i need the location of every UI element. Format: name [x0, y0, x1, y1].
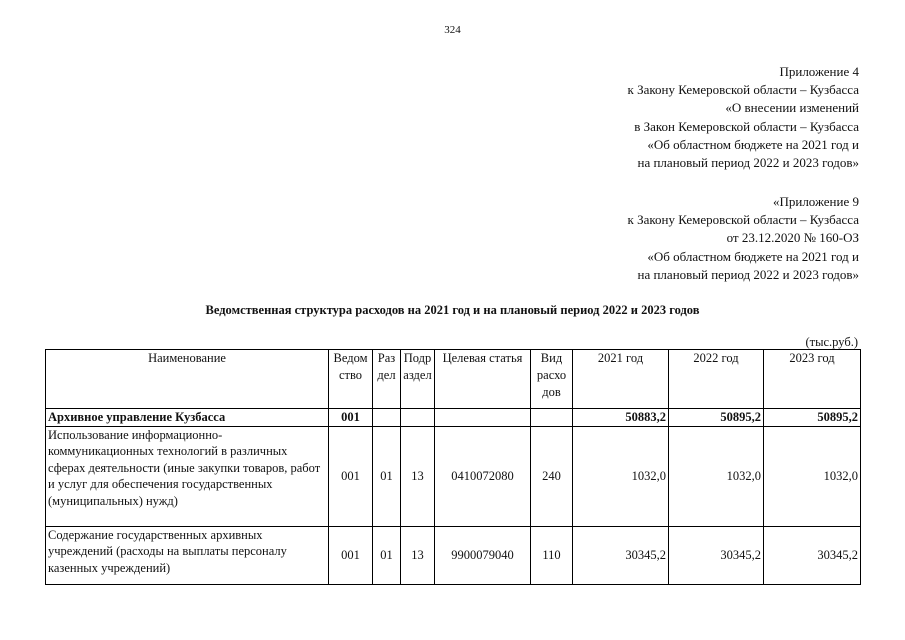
annex-line: «О внесении изменений [725, 100, 859, 116]
col-header-2023: 2023 год [764, 350, 861, 409]
row-vedom: 001 [329, 526, 373, 584]
row-vid [531, 409, 573, 427]
row-2022: 1032,0 [669, 426, 764, 526]
row-razdel: 01 [373, 526, 401, 584]
annex-line: в Закон Кемеровской области – Кузбасса [634, 118, 859, 134]
annex-header [628, 63, 860, 172]
annex-line: на плановый период 2022 и 2023 годов» [637, 155, 859, 171]
annex-line: к Закону Кемеровской области – Кузбасса [627, 82, 859, 98]
document-title: Ведомственная структура расходов на 2021 год и на плановый период 2022 и 2023 годов [205, 303, 700, 317]
row-2021: 1032,0 [573, 426, 669, 526]
annex-sub-line: к Закону Кемеровской области – Кузбасса [627, 212, 859, 228]
row-razdel [373, 409, 401, 427]
row-vid: 110 [531, 526, 573, 584]
annex-sub-line: на плановый период 2022 и 2023 годов» [637, 266, 859, 282]
annex-sub-line: «Приложение 9 [772, 194, 859, 209]
page-number: 324 [444, 24, 461, 36]
annex-sub-line: от 23.12.2020 № 160-ОЗ [726, 230, 859, 246]
annex-sub-header [628, 193, 860, 284]
row-podrazdel: 13 [401, 426, 435, 526]
row-2021: 30345,2 [573, 526, 669, 584]
col-header-razdel: Раз дел [373, 350, 401, 409]
budget-table [45, 349, 861, 585]
row-article: 0410072080 [435, 426, 531, 526]
row-name: Архивное управление Кузбасса [46, 409, 329, 427]
annex-line: «Об областном бюджете на 2021 год и [647, 136, 859, 152]
col-header-name: Наименование [46, 350, 329, 409]
row-name: Содержание государственных архивных учреждений (расходы на выплаты персоналу казенных учреждений) [46, 526, 329, 584]
row-article: 9900079040 [435, 526, 531, 584]
row-podrazdel [401, 409, 435, 427]
col-header-vid: Вид расхо дов [531, 350, 573, 409]
units-label: (тыс.руб.) [805, 335, 858, 349]
row-razdel: 01 [373, 426, 401, 526]
col-header-podrazdel: Подр аздел [401, 350, 435, 409]
row-2021: 50883,2 [573, 409, 669, 427]
annex-sub-line: «Об областном бюджете на 2021 год и [647, 248, 859, 264]
table-row [46, 526, 861, 584]
col-header-vedom: Ведом ство [329, 350, 373, 409]
col-header-2022: 2022 год [669, 350, 764, 409]
row-2023: 30345,2 [764, 526, 861, 584]
row-name: Использование информационно-коммуникационных технологий в различных сферах деятельности (иные закупки товаров, работ и услуг для обеспечения государственных (муниципальных) нужд) [46, 426, 329, 526]
table-header-row [46, 350, 861, 409]
row-article [435, 409, 531, 427]
row-2022: 30345,2 [669, 526, 764, 584]
table-row [46, 409, 861, 427]
row-2022: 50895,2 [669, 409, 764, 427]
col-header-article: Целевая статья [435, 350, 531, 409]
row-vedom: 001 [329, 426, 373, 526]
table-row [46, 426, 861, 526]
row-podrazdel: 13 [401, 526, 435, 584]
row-vedom: 001 [329, 409, 373, 427]
row-vid: 240 [531, 426, 573, 526]
row-2023: 1032,0 [764, 426, 861, 526]
row-2023: 50895,2 [764, 409, 861, 427]
annex-line: Приложение 4 [779, 64, 859, 79]
col-header-2021: 2021 год [573, 350, 669, 409]
